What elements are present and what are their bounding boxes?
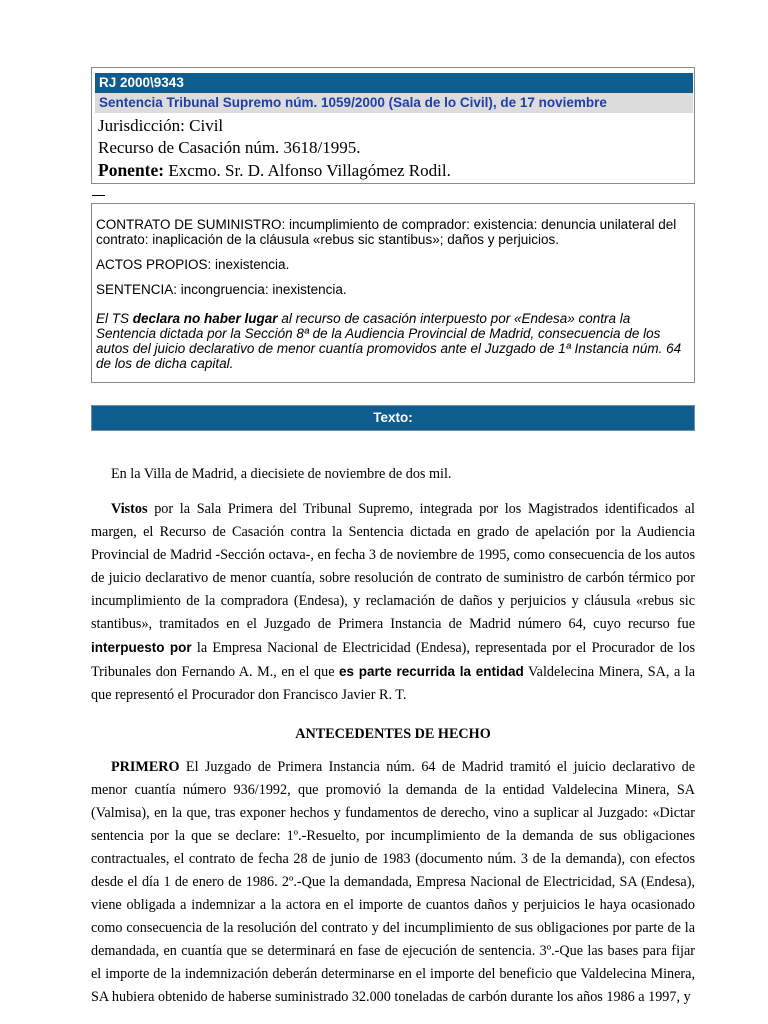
summary-contrato: CONTRATO DE SUMINISTRO: incumplimiento de comprador: existencia: denuncia unilateral del contrato: inaplicación de la cláusula «rebus sic stantibus»; daños y perjuicios. (96, 217, 677, 247)
summary-ruling (96, 311, 690, 371)
separator-dash (92, 195, 105, 196)
vistos-emph-1: interpuesto por (91, 640, 192, 655)
ruling-decision: declara no haber lugar (132, 311, 278, 326)
sentencia-title: Sentencia Tribunal Supremo núm. 1059/2000 (Sala de lo Civil), de 17 noviembre (95, 93, 693, 113)
vistos-text-1: por la Sala Primera del Tribunal Supremo, integrada por los Magistrados identificados al margen, el Recurso de Casación contra la Sentencia dictada en grado de apelación por la Audiencia Provincial de Madrid -Sección octava-, en fecha 3 de noviembre de 1995, como consecuencia de los autos de juicio declarativo de menor cuantía, sobre resolución de contrato de suministro de carbón térmico por incumplimiento de la compradora (Endesa), y reclamación de daños y perjuicios y cláusula «rebus sic stantibus», tramitados en el Juzgado de Primera Instancia de Madrid número 64, cuyo recurso fue (91, 501, 695, 632)
summary-actos: ACTOS PROPIOS: inexistencia. (96, 257, 290, 272)
vistos-label: Vistos (111, 501, 148, 517)
primero-label: PRIMERO (111, 759, 180, 775)
judgment-body (91, 463, 695, 1021)
ponente-name: Excmo. Sr. D. Alfonso Villagómez Rodil. (164, 161, 451, 180)
ponente-label: Ponente: (98, 160, 165, 180)
recurso: Recurso de Casación núm. 3618/1995. (98, 138, 361, 157)
vistos-text-3: Valdelecina Minera, SA, a la que representó el Procurador don Francisco Javier R. T. (91, 664, 695, 703)
vistos-paragraph (91, 498, 695, 707)
primero-text: El Juzgado de Primera Instancia núm. 64 de Madrid tramitó el juicio declarativo de menor cuantía número 936/1992, que promovió la demanda de la entidad Valdelecina Minera, SA (Valmisa), en la que, tras exponer hechos y fundamentos de derecho, vino a suplicar al Juzgado: «Dictar sentencia por la que se declare: 1º.-Resuelto, por incumplimiento de la demanda de sus obligaciones contractuales, el contrato de fecha 28 de junio de 1983 (documento núm. 3 de la demanda), con efectos desde el día 1 de enero de 1986. 2º.-Que la demandada, Empresa Nacional de Electricidad, SA (Endesa), viene obligada a indemnizar a la actora en el importe de cuantos daños y perjuicios le haya ocasionado como consecuencia de la resolución del contrato y del incumplimiento de sus obligaciones por parte de la demandada, en cuantía que se determinará en fase de ejecución de sentencia. 3º.-Que las bases para fijar el importe de la indemnización deberán determinarse en el importe del beneficio que Valdelecina Minera, SA hubiera obtenido de haberse suministrado 32.000 toneladas de carbón durante los años 1986 a 1997, y (91, 759, 695, 1005)
ruling-prefix: El TS (96, 311, 133, 326)
jurisdiccion: Jurisdicción: Civil (98, 116, 224, 135)
document-header (91, 67, 695, 184)
vistos-emph-2: es parte recurrida la entidad (339, 664, 524, 679)
ponente (95, 159, 693, 182)
section-title: ANTECEDENTES DE HECHO (295, 726, 491, 742)
vistos-text-2: la Empresa Nacional de Electricidad (Endesa), representada por el Procurador de los Tribunales don Fernando A. M., en el que (91, 640, 695, 680)
intro-paragraph: En la Villa de Madrid, a diecisiete de noviembre de dos mil. (111, 466, 452, 482)
summary-sentencia: SENTENCIA: incongruencia: inexistencia. (96, 282, 347, 297)
summary-box (91, 203, 695, 383)
texto-header: Texto: (91, 405, 695, 431)
ruling-text: al recurso de casación interpuesto por «Endesa» contra la Sentencia dictada por la Sección 8ª de la Audiencia Provincial de Madrid, consecuencia de los autos del juicio declarativo de menor cuantía promovidos ante el Juzgado de 1ª Instancia núm. 64 de los de dicha capital. (96, 311, 682, 371)
primero-paragraph (91, 756, 695, 1009)
reference-bar: RJ 2000\9343 (95, 73, 693, 93)
